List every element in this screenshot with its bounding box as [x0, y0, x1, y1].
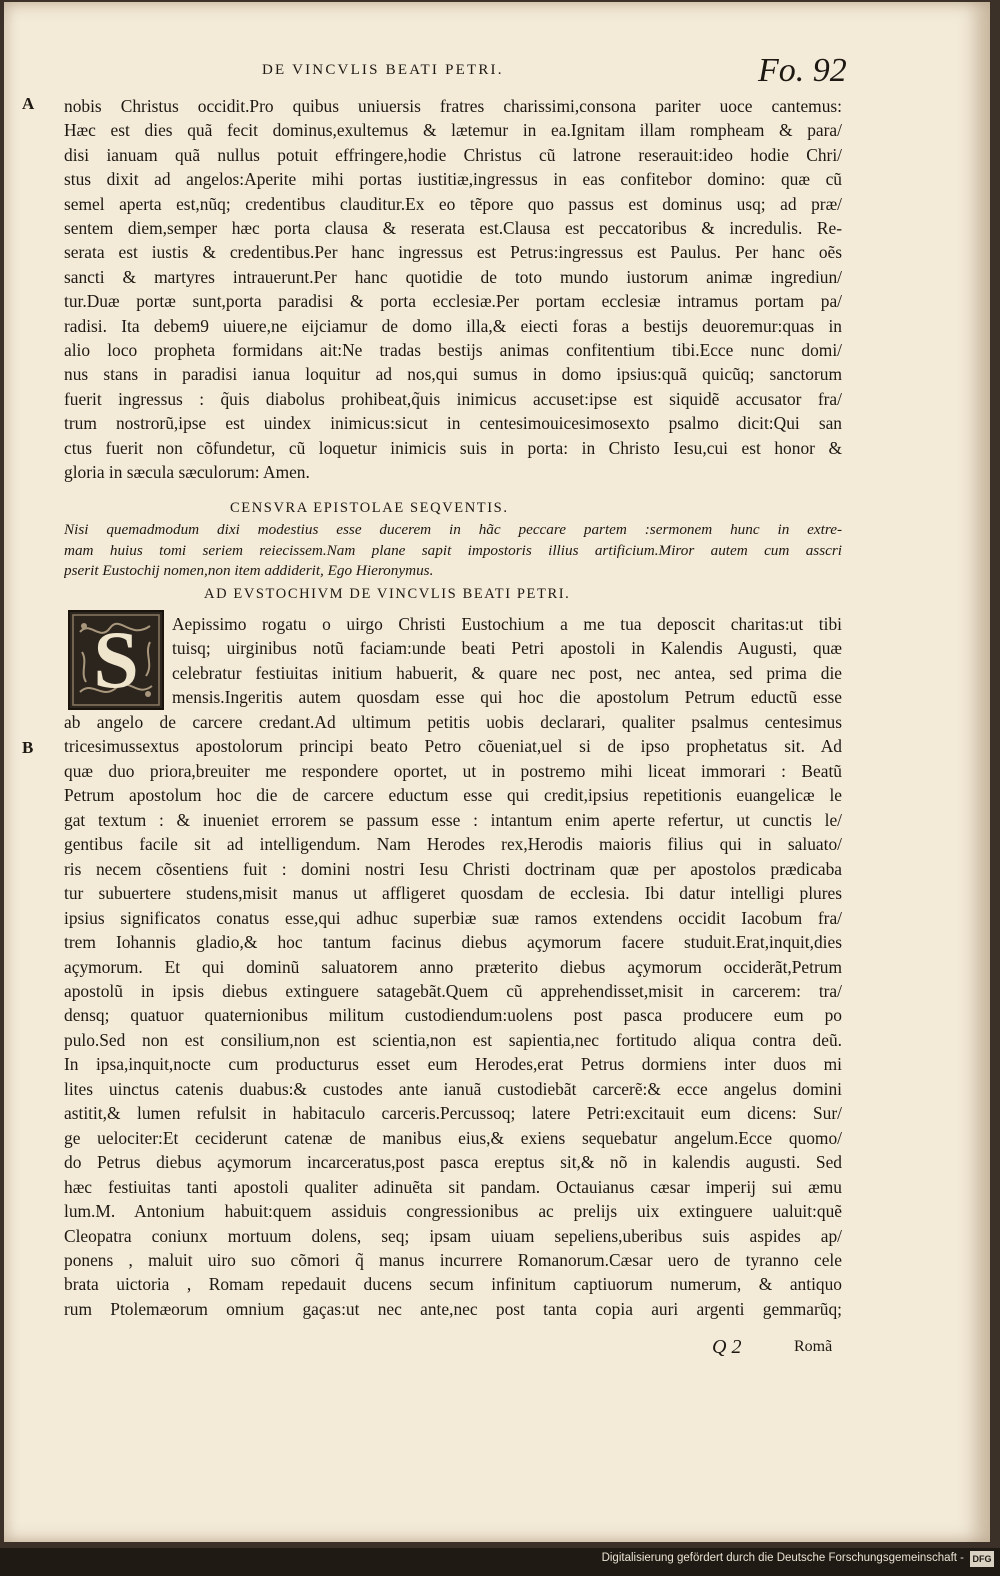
text-line: ipsius significatos conatus esse,qui adhuc superbiæ suæ ramos extendens occidit Iacobum fra/	[64, 907, 842, 928]
text-line: mam huius tomi seriem reiecissem.Nam plane sapit impostoris illius artificium.Miror autem cum asscri	[64, 541, 842, 559]
epistle-heading: AD EVSTOCHIVM DE VINCVLIS BEATI PETRI.	[204, 586, 571, 602]
text-line: lum.M. Antonium habuit:quem assiduis congressionibus ac prelijs uix extinguere ualuit:quẽ	[64, 1201, 842, 1222]
epistle-opening-text	[172, 612, 842, 710]
text-line: trem Iohannis gladio,& hoc tantum facinus diebus açymorum facere studuit.Erat,inquit,dies	[64, 932, 842, 953]
text-line: rum Ptolemæorum omnium gaças:ut nec ante,nec post tanta copia auri argenti gemmarũq;	[64, 1298, 842, 1319]
folio-number: Fo. 92	[758, 52, 847, 89]
text-line: pulo.Sed non est consilium,non est scientia,non est sapientia,nec fortitudo aliqua contra deũ.	[64, 1029, 842, 1050]
text-line: densq; quatuor quaternionibus militum custodiendum:uolens post pasca producere eum po	[64, 1005, 842, 1026]
decorated-initial	[68, 610, 164, 710]
text-line: lites uinctus catenis duabus:& custodes ante ianuã custodiebãt carcerẽ:& ecce angelus domini	[64, 1078, 842, 1099]
text-line: ab angelo de carcere credant.Ad ultimum petitis uobis declarari, qualiter psalmus centesimus	[64, 712, 842, 732]
text-line: tur.Duæ portæ sunt,porta paradisi & porta ecclesiæ.Per portam ecclesiæ intramus portam pa/	[64, 291, 842, 312]
text-line: Cleopatra coniunx mortuum dolens, seq; ipsam uiuam sepeliens,uberibus suis aspides ap/	[64, 1225, 842, 1246]
text-line: Nisi quemadmodum dixi modestius esse ducerem in hãc peccare partem :sermonem hunc in extre-	[64, 521, 842, 538]
text-line: In ipsa,inquit,nocte cum producturus esset eum Herodes,erat Petrus dormiens inter duos mi	[64, 1054, 842, 1075]
text-line: stus dixit ad angelos:Aperite mihi portas iustitiæ,ingressus in eas confitebor domino: quæ cũ	[64, 169, 842, 190]
margin-letter-a: A	[22, 94, 35, 113]
text-line: gloria in sæcula sæculorum: Amen.	[64, 462, 310, 483]
text-line: gentibus facile sit ad intelligendum. Nam Herodes rex,Herodis maioris filius qui in saluato/	[64, 834, 842, 855]
censura-text	[64, 520, 842, 582]
catchword: Romã	[794, 1338, 833, 1355]
text-line: serata est iustis & credentibus.Per hanc ingressus est Petrus:ingressus est Paulus. Per hanc oẽs	[64, 242, 842, 263]
text-line: hæc festiuitas tanti apostoli qualiter adinuẽta sit pandam. Octauianus cæsar imperij sui æmu	[64, 1176, 842, 1197]
text-line: sancti & martyres intrauerunt.Per hanc quotidie de toto mundo iustorum animæ ingrediun/	[64, 266, 842, 287]
text-line: tricesimussextus apostolorum principi beato Petro cõueniat,uel si de ipso prophetatus sit. Ad	[64, 736, 842, 757]
text-line: ponens , maluit uiro suo cõmori q̃ manus incurrere Romanorum.Cæsar uero de tyranno cele	[64, 1249, 842, 1270]
text-line: quæ duo priora,breuiter me respondere oportet, ut in postremo mihi liceat immorari : Beatũ	[64, 760, 842, 781]
text-line: fuerit ingressus : q̃uis diabolus prohibeat,q̃uis inimicus accuset:ipse est siquidẽ accusator fra/	[64, 388, 842, 409]
text-line: açymorum. Et qui dominũ saluatorem anno præterito diebus açymorum occiderãt,Petrum	[64, 956, 842, 977]
text-line: Aepissimo rogatu o uirgo Christi Eustochium a me tua deposcit charitas:ut tibi	[172, 614, 842, 634]
margin-letter-b: B	[22, 738, 34, 757]
initial-letter: S	[93, 614, 139, 705]
text-line: alio loco propheta formidans ait:Ne tradas bestijs animas confitentium tibi.Ecce nunc domi/	[64, 340, 842, 361]
text-line: pserit Eustochij nomen,non item addiderit, Ego Hieronymus.	[64, 562, 434, 579]
text-line: ge uelociter:Et ceciderunt catenæ de manibus eius,& exiens sequebatur angelum.Ecce quomo/	[64, 1127, 842, 1148]
text-line: mensis.Ingeritis autem quosdam esse qui hoc die apostolum Petrum eductũ esse	[172, 687, 842, 708]
text-line: astitit,& lumen refulsit in habitaculo carceris.Percussoq; latere Petri:excitauit eum dicens: Sur/	[64, 1103, 842, 1124]
text-line: tuisq; uirginibus notũ faciam:unde beati Petri apostoli in Kalendis Augusti, quæ	[172, 638, 842, 659]
text-line: nus stans in paradisi ianua loquitur ad nos,qui sumus in domo ipsius:quã quicũq; sanctorum	[64, 364, 842, 385]
sermon-end-text	[64, 94, 842, 485]
text-line: do Petrus diebus açymorum incarceratus,post pasca ereptus sit,& nõ in kalendis augusti. Sed	[64, 1152, 842, 1173]
text-line: brata uictoria , Romam repedauit ducens secum infinitum captiuorum numerum, & antiquo	[64, 1274, 842, 1295]
text-line: celebratur festiuitas initium habuerit, & quare nec post, nec antea, sed prima die	[172, 662, 842, 683]
text-line: ris necem cõsentiens fuit : domini nostri Iesu Christi doctrinam quæ per apostolos prædicaba	[64, 858, 842, 879]
text-line: gat textum : & inueniet errorem se passum esse : intantum enim aperte refertur, ut cunctis le/	[64, 809, 842, 830]
text-line: tur subuertere studens,misit manus ut affligeret quosdam de ecclesia. Ibi datur intelligi plures	[64, 883, 842, 904]
epistle-text	[64, 710, 842, 1321]
text-line: radisi. Ita debem9 uiuere,ne eijciamur de domo illa,& eiecti foras a bestijs deuoremur:quas in	[64, 315, 842, 336]
text-line: semel aperta est,nũq; credentibus clauditur.Ex eo tẽpore quo passus est dominus usq; ad præ/	[64, 193, 842, 214]
text-line: sentem diem,semper hæc porta clausa & reserata est.Clausa est peccatoribus & incredulis. Re-	[64, 218, 842, 239]
book-page	[4, 2, 990, 1542]
running-title: DE VINCVLIS BEATI PETRI.	[262, 62, 504, 78]
text-line: Hæc est dies quã fecit dominus,exultemus & lætemur in ea.Ignitam illam rompheam & para/	[64, 120, 842, 141]
text-line: disi ianuam quã nullus potuit effringere,hodie Christus cũ latrone reserauit:ideo hodie Chri/	[64, 144, 842, 165]
dfg-logo: DFG	[970, 1551, 994, 1567]
funding-credit: Digitalisierung gefördert durch die Deutsche Forschungsgemeinschaft -	[601, 1552, 964, 1564]
signature-mark: Q 2	[712, 1336, 742, 1358]
text-line: apostolũ in ipsis diebus extinguere satagebãt.Quem cũ apprehendisset,misit in carcerem: tra/	[64, 980, 842, 1001]
text-line: ctus fuerit non cõfundetur, cũ loquetur inimicis suis in porta: in Christo Iesu,cui est honor &	[64, 437, 842, 458]
censura-heading: CENSVRA EPISTOLAE SEQVENTIS.	[230, 500, 509, 516]
text-line: nobis Christus occidit.Pro quibus uniuersis fratres charissimi,consona pariter uoce cantemus:	[64, 96, 842, 116]
text-line: trum nostrorũ,ipse est uindex inimicus:sicut in centesimouicesimosexto psalmo dicit:Qui san	[64, 413, 842, 434]
text-line: Petrum apostolum hoc die de carcere eductum esse qui credit,ipsius repetitionis euangelicæ le	[64, 785, 842, 806]
